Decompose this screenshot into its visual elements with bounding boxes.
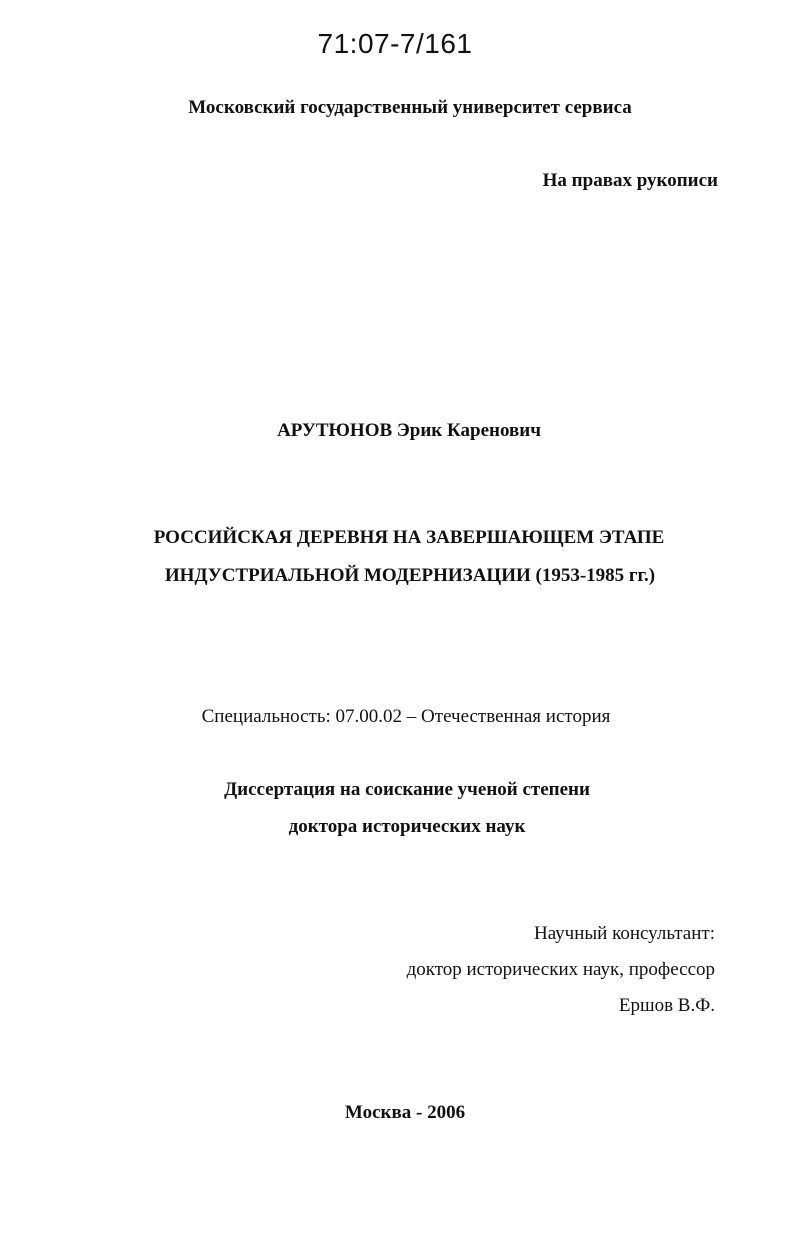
- library-shelfmark: 71:07-7/161: [317, 28, 473, 59]
- advisor-name: Ершов В.Ф.: [618, 995, 715, 1016]
- dissertation-title-line-1: РОССИЙСКАЯ ДЕРЕВНЯ НА ЗАВЕРШАЮЩЕМ ЭТАПЕ: [153, 527, 665, 548]
- degree-line-2: доктора исторических наук: [288, 816, 526, 837]
- manuscript-rights-note: На правах рукописи: [542, 170, 718, 191]
- degree-line-1: Диссертация на соискание ученой степени: [224, 779, 590, 800]
- university-name: Московский государственный университет сервиса: [188, 97, 632, 118]
- advisor-label: Научный консультант:: [533, 923, 715, 944]
- dissertation-title-line-2: ИНДУСТРИАЛЬНОЙ МОДЕРНИЗАЦИИ (1953-1985 гг.): [164, 565, 656, 586]
- advisor-rank: доктор исторических наук, профессор: [406, 959, 715, 980]
- author-name: АРУТЮНОВ Эрик Каренович: [277, 420, 541, 441]
- place-and-year: Москва - 2006: [344, 1102, 466, 1123]
- specialty-code: Специальность: 07.00.02 – Отечественная история: [201, 706, 611, 727]
